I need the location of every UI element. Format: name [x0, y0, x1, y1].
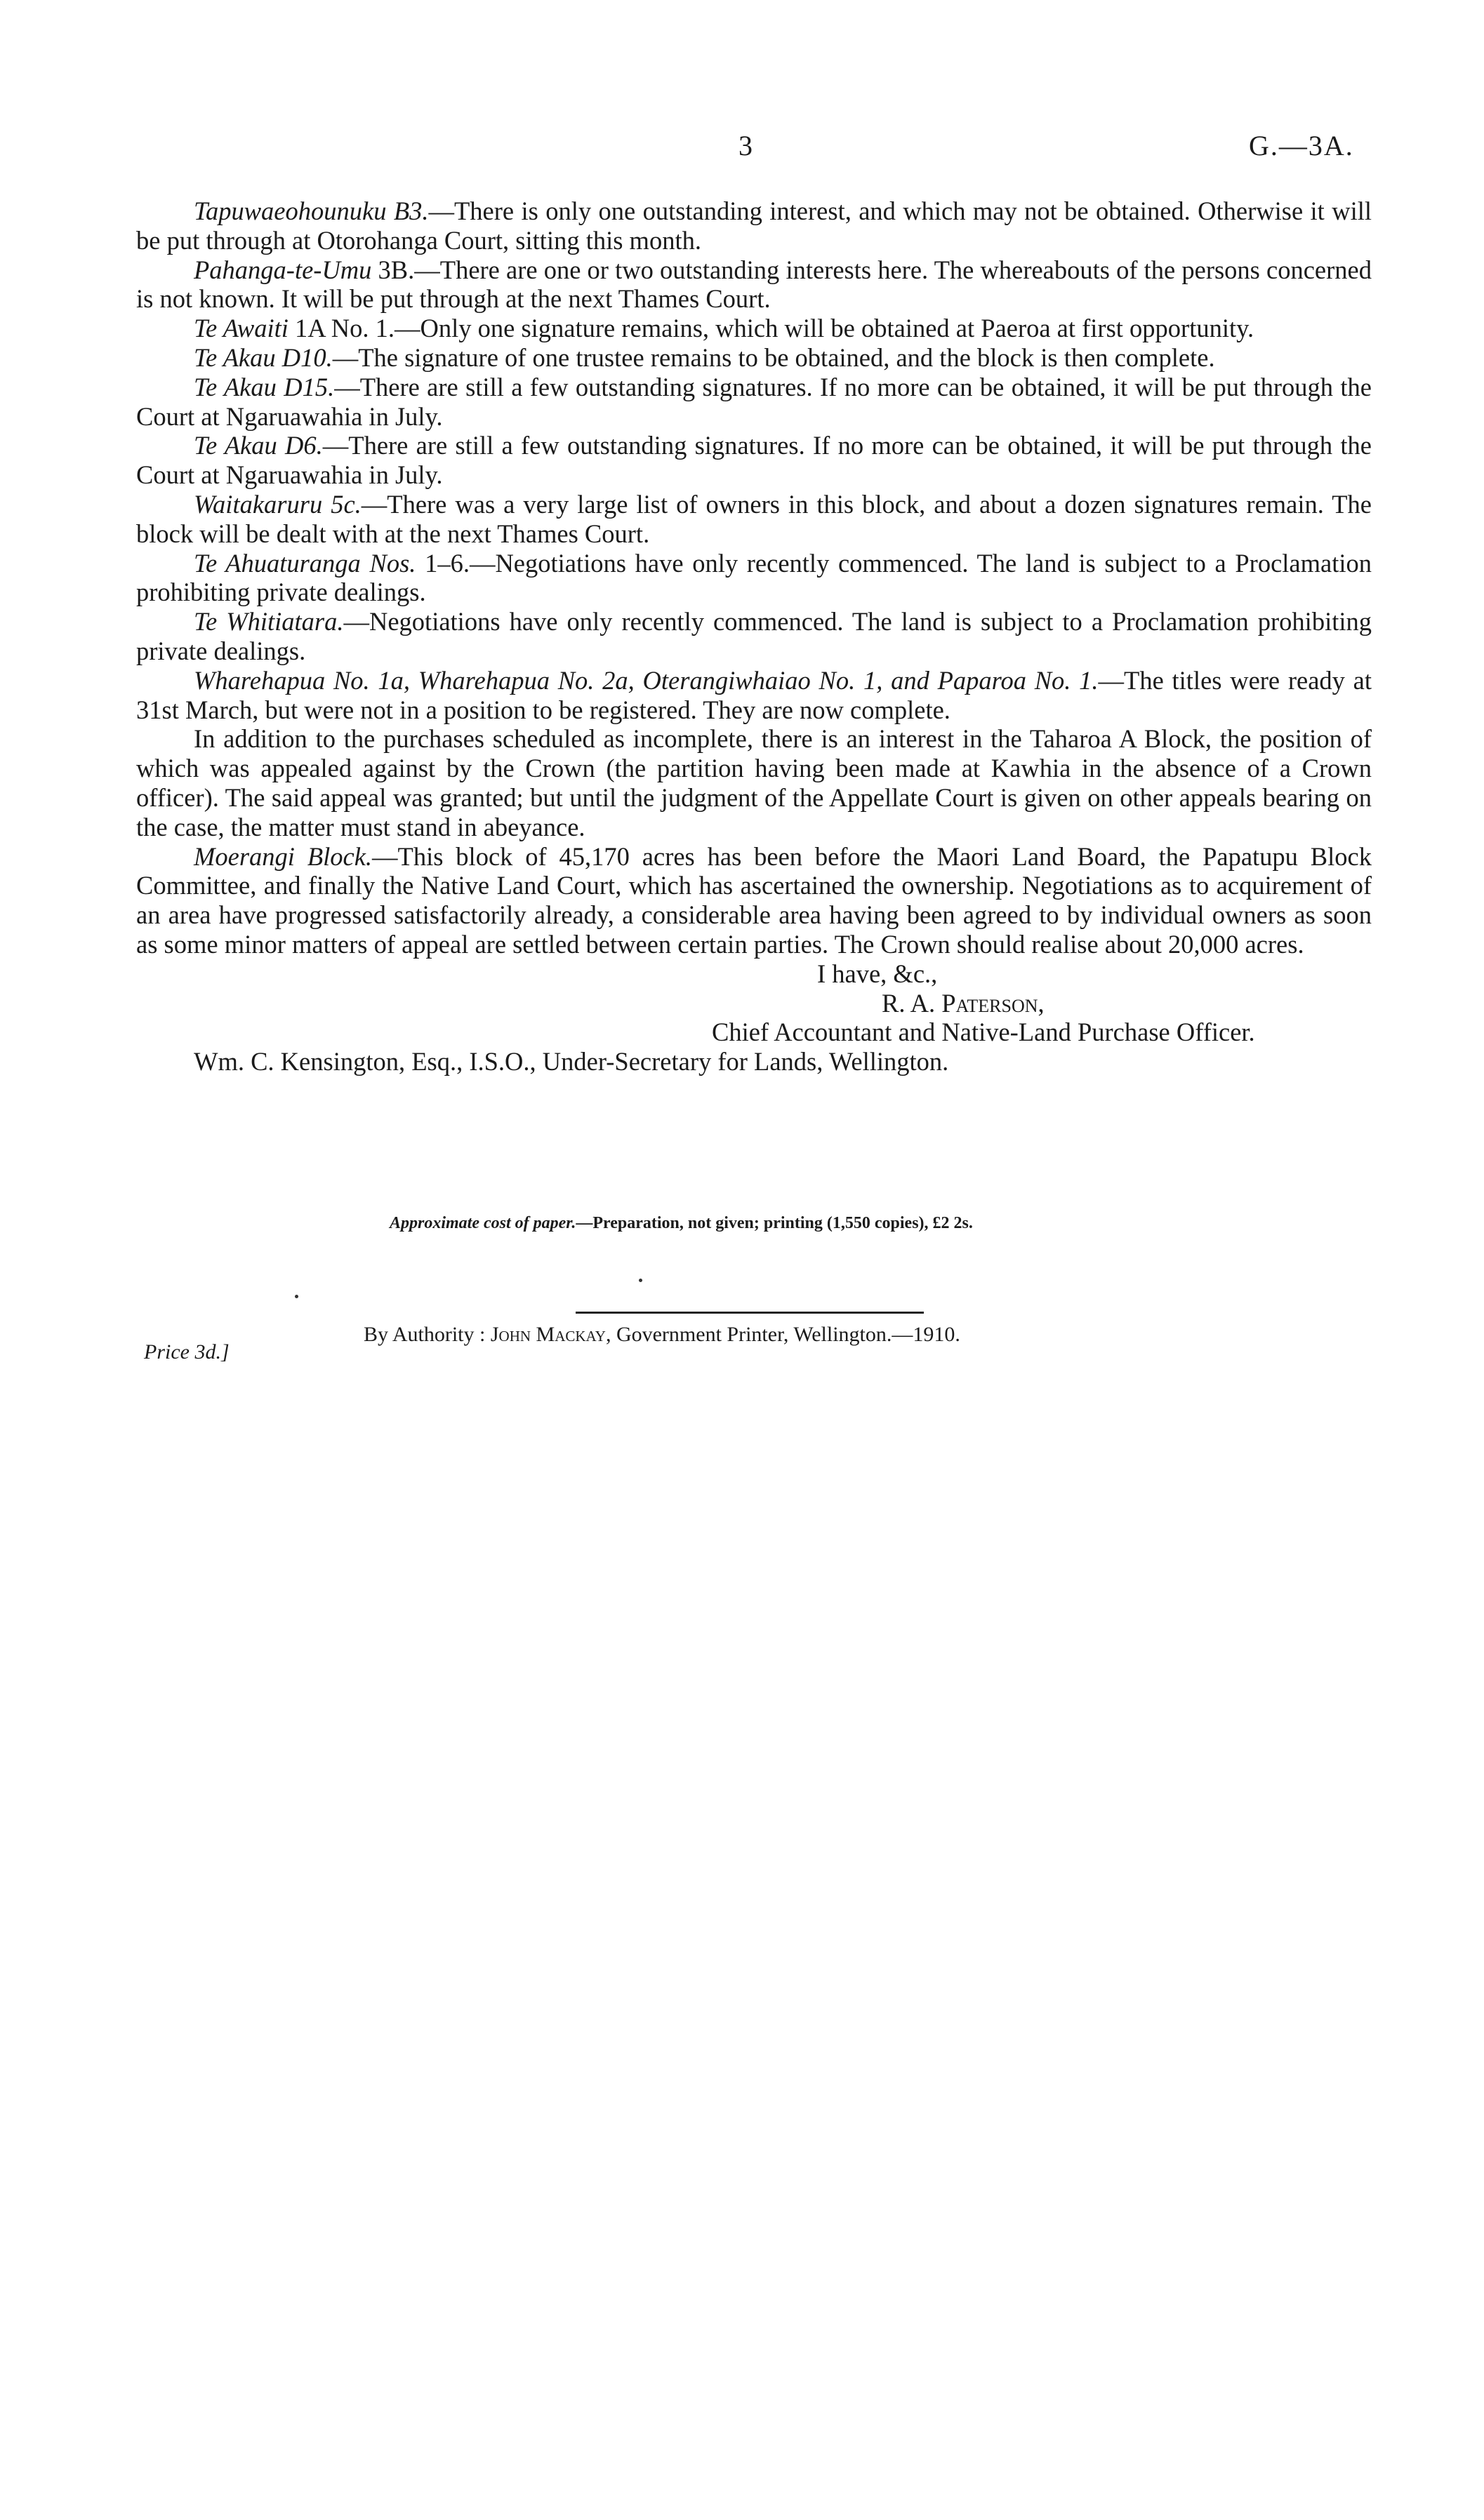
printer-mark — [639, 1279, 642, 1282]
page-number: 3 — [738, 130, 753, 161]
price-label: Price 3d.] — [144, 1340, 230, 1364]
authority-line: By Authority : John Mackay, Government Printer, Wellington.—1910. — [364, 1323, 960, 1346]
paragraph-te-whitiatara: Te Whitiatara.—Negotiations have only recently commenced. The land is subject to a Proclamation prohibiting private dealings. — [136, 607, 1372, 665]
cost-note: Approximate cost of paper.—Preparation, not given; printing (1,550 copies), £2 2s. — [390, 1214, 973, 1232]
paragraph-te-akau-d6: Te Akau D6.—There are still a few outstanding signatures. If no more can be obtained, it will be put through the Court at Ngaruawahia in July. — [136, 431, 1372, 490]
paragraph-te-akau-d10: Te Akau D10.—The signature of one trustee remains to be obtained, and the block is then complete. — [194, 342, 1215, 372]
paragraph-wharehapua: Wharehapua No. 1a, Wharehapua No. 2a, Oterangiwhaiao No. 1, and Paparoa No. 1.—The titles were ready at 31st March, but were not in a position to be registered. They are now complete. — [136, 665, 1372, 724]
printer-mark — [295, 1295, 298, 1298]
paragraph-taharoa: In addition to the purchases scheduled as incomplete, there is an interest in the Taharoa A Block, the position of which was appealed against by the Crown (the partition having been made at Kawhia in the absence of a Crown officer). The said appeal was granted; but until the judgment of the Appellate Court is given on other appeals bearing on the case, the matter must stand in abeyance. — [136, 724, 1372, 841]
closing-salutation: I have, &c., — [817, 959, 938, 988]
document-reference: G.—3A. — [1249, 130, 1354, 161]
paragraph-te-akau-d15: Te Akau D15.—There are still a few outstanding signatures. If no more can be obtained, it will be put through the Court at Ngaruawahia in July. — [136, 372, 1372, 431]
separator-rule — [576, 1312, 924, 1314]
addressee: Wm. C. Kensington, Esq., I.S.O., Under-Secretary for Lands, Wellington. — [194, 1047, 949, 1076]
closing-signatory: R. A. Paterson, — [882, 988, 1045, 1018]
letter-closing — [136, 959, 1372, 1047]
letter-body — [136, 196, 1372, 1076]
paragraph-waitakaruru: Waitakaruru 5c.—There was a very large list of owners in this block, and about a dozen signatures remain. The block will be dealt with at the next Thames Court. — [136, 489, 1372, 548]
paragraph-pahanga: Pahanga-te-Umu 3B.—There are one or two outstanding interests here. The whereabouts of the persons concerned is not known. It will be put through at the next Thames Court. — [136, 255, 1372, 314]
paragraph-tapuwaeohounuku: Tapuwaeohounuku B3.—There is only one outstanding interest, and which may not be obtained. Otherwise it will be put through at Otorohanga Court, sitting this month. — [136, 196, 1372, 255]
paragraph-moerangi: Moerangi Block.—This block of 45,170 acres has been before the Maori Land Board, the Papatupu Block Committee, and finally the Native Land Court, which has ascertained the ownership. Negotiations as to acquirement of an area have progressed satisfactorily already, a considerable area having been agreed to by individual owners as soon as some minor matters of appeal are settled between certain parties. The Crown should realise about 20,000 acres. — [136, 841, 1372, 959]
paragraph-te-ahuaturanga: Te Ahuaturanga Nos. 1–6.—Negotiations have only recently commenced. The land is subject to a Proclamation prohibiting private dealings. — [136, 548, 1372, 607]
paragraph-te-awaiti: Te Awaiti 1A No. 1.—Only one signature remains, which will be obtained at Paeroa at first opportunity. — [194, 314, 1254, 343]
closing-title: Chief Accountant and Native-Land Purchase Officer. — [712, 1018, 1255, 1047]
